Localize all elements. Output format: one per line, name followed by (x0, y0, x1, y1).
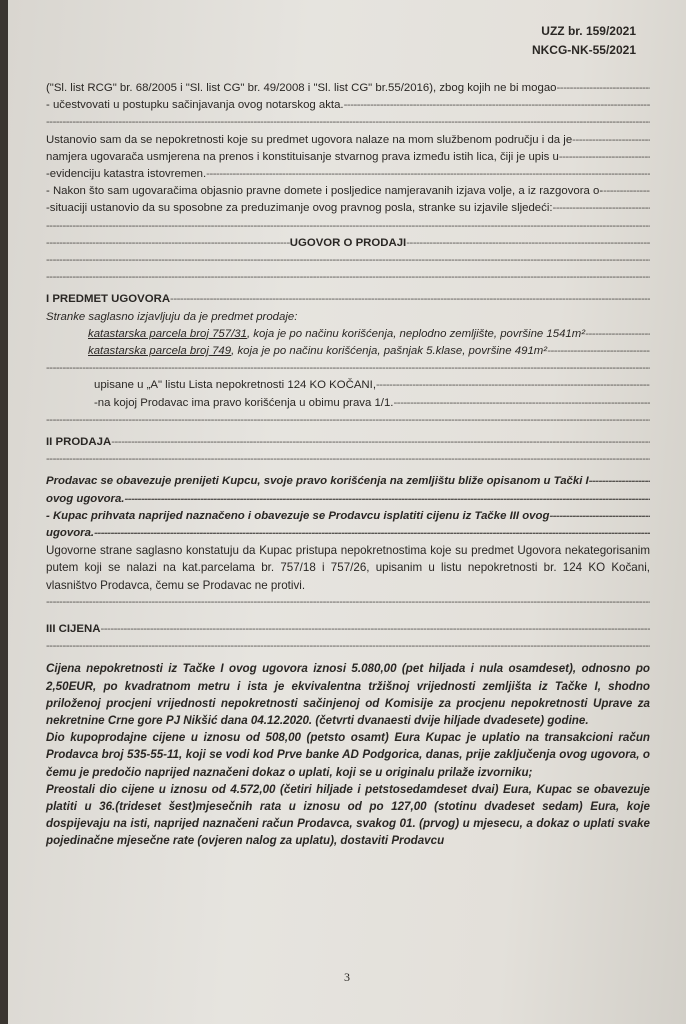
section-1-lead: Stranke saglasno izjavljuju da je predmet prodaje: (46, 310, 298, 323)
list-item: • katastarska parcela broj 749, koja je po načinu korišćenja, pašnjak 5.klase, površine 491m² ----- (88, 343, 650, 360)
section-2-para-1a: Prodavac se obavezuje prenijeti Kupcu, svoje pravo korišćenja na zemljištu bliže opisanom u Tački I ----- (46, 473, 650, 490)
section-3-para-3: Preostali dio cijene u iznosu od 4.572,00 (četiri hiljade i petstosedamdeset dvai) Eura, Kupac se obavezuje platiti u 36.(trideset šest)mjesečnih rata u iznosu od po 127,00 (stotinu dvadeset sedam) Eura, koje dospijevaju na isti, naprijed naznačeni račun Prodavca, svakog 01. (prvog) u mjesecu, a dokaz o uplati svake pojedinačne mjesečne rate (ovjeren nalog za uplatu), dostaviti Prodavcu (46, 782, 650, 848)
section-3-para-1: Cijena nepokretnosti iz Tačke I ovog ugovora iznosi 5.080,00 (pet hiljada i nula osamdeset), odnosno po 2,50EUR, po kvadratnom metru i ista je ekvivalentna tržišnoj vrijednosti zemljišta iz Tačke I, shodno priloženoj procjeni vrijednosti nepokretnosti sačinjenoj od Komisije za procjenu nepokretnosti Uprave za nekretnine Crne gore PJ Nikšić dana 04.12.2020. (četvrti dvanaesti dvije hiljade dvadesete) godine. (46, 662, 650, 727)
section-2-para-2b: ugovora. ----- (46, 525, 650, 542)
intro-line-4: namjera ugovarača usmjerena na prenos i konstituisanje stvarnog prava između istih lica, čiji je upis u ----- (46, 149, 650, 166)
contract-title: ----- UGOVOR O PRODAJI ----- (46, 235, 650, 252)
dash-separator (46, 269, 650, 286)
parcel-list (46, 326, 650, 360)
page-number: 3 (344, 970, 350, 984)
document-page (8, 0, 686, 1024)
section-2-para-2a: - Kupac prihvata naprijed naznačeno i obavezuje se Prodavcu isplatiti cijenu iz Tačke III ovog ----- (46, 508, 650, 525)
intro-line-5: -evidenciju katastra istovremen. ----- (46, 166, 650, 183)
case-number: UZZ br. 159/2021 (541, 24, 636, 38)
dash-separator (46, 218, 650, 235)
notary-reference: NKCG-NK-55/2021 (531, 43, 636, 57)
intro-line-3: Ustanovio sam da se nepokretnosti koje su predmet ugovora nalaze na mom službenom području i da je ----- (46, 132, 650, 149)
document-header (532, 22, 636, 60)
intro-line-7: -situaciji ustanovio da su sposobne za preduzimanje ovog pravnog posla, stranke su izjavile sljedeći: ----- (46, 200, 650, 217)
section-3-heading: III CIJENA ----- (46, 621, 650, 638)
intro-line-6: - Nakon što sam ugovaračima objasnio pravne domete i posljedice namjeravanih izjava volje, a iz razgovora o- ----- (46, 183, 650, 200)
intro-line-2: - učestvovati u postupku sačinjavanja ovog notarskog akta. ----- (46, 97, 650, 114)
section-3-para-2: Dio kupoprodajne cijene u iznosu od 508,00 (petsto osamt) Eura Kupac je uplatio na transakcioni račun Prodavca broj 535-55-11, koji se vodi kod Prve banke AD Podgorica, danas, prije zaključenja ovog ugovora, o čemu je predočio naprijed naznačeni dokaz o uplati, koji se u originalu prilaže izvorniku; (46, 731, 650, 779)
dash-separator (46, 451, 650, 468)
registry-line-1: upisane u „A" listu Lista nepokretnosti 124 KO KOČANI, ----- (46, 377, 650, 394)
list-item: • katastarska parcela broj 757/31, koja je po načinu korišćenja, neplodno zemljište, površine 1541m² ----- (88, 326, 650, 343)
dash-separator (46, 252, 650, 269)
dash-separator (46, 360, 650, 377)
intro-line-1: ("Sl. list RCG" br. 68/2005 i "Sl. list CG" br. 49/2008 i "Sl. list CG" br.55/2016), zbog kojih ne bi mogao ----- (46, 80, 650, 97)
section-2-para-3: Ugovorne strane saglasno konstatuju da Kupac pristupa nepokretnostima koje su predmet Ugovora nekategorisanim putem koji se nalazi na kat.parcelama br. 757/18 i 757/26, upisanim u listu nepokretnosti br. 124 KO Kočani, vlasništvo Prodavca, čemu se Prodavac ne protivi. (46, 544, 650, 592)
dash-separator (46, 412, 650, 429)
section-2-para-1b: ovog ugovora. ----- (46, 491, 650, 508)
dash-separator (46, 114, 650, 131)
section-2-heading: II PRODAJA ----- (46, 434, 650, 451)
registry-line-2: -na kojoj Prodavac ima pravo korišćenja u obimu prava 1/1. ----- (46, 395, 650, 412)
section-1-heading: I PREDMET UGOVORA ----- (46, 291, 650, 308)
dash-separator (46, 594, 650, 611)
dash-separator (46, 638, 650, 655)
document-body (46, 80, 650, 850)
